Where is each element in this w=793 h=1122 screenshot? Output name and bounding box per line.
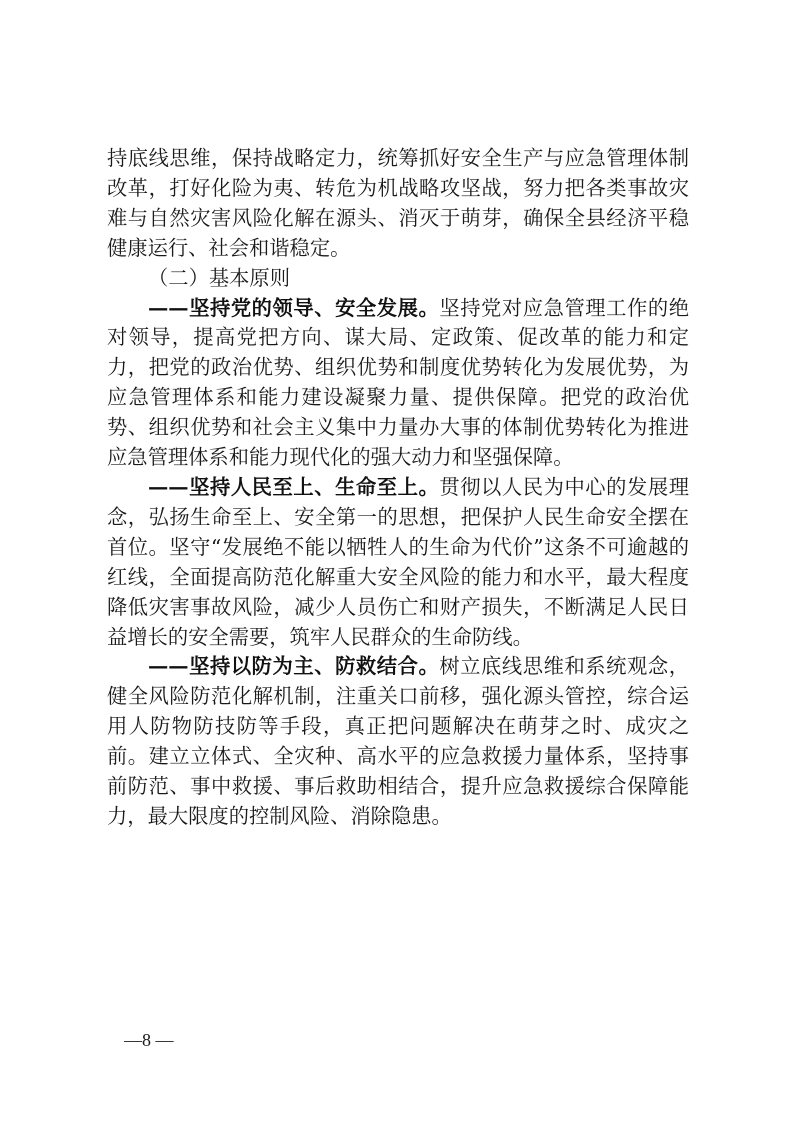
- paragraph-principle-3: [107, 652, 689, 831]
- paragraph-principle-2: [107, 473, 689, 652]
- principle-lead: ——坚持党的领导、安全发展。: [148, 295, 440, 320]
- paragraph-body: 持底线思维，保持战略定力，统筹抓好安全生产与应急管理体制改革，打好化险为夷、转危为机战略攻坚战，努力把各类事故灾难与自然灾害风险化解在源头、消灭于萌芽，确保全县经济平稳健康运行、社会和谐稳定。: [107, 146, 689, 260]
- paragraph-body: 贯彻以人民为中心的发展理念，弘扬生命至上、安全第一的思想，把保护人民生命安全摆在首位。坚守“发展绝不能以牺牲人的生命为代价”这条不可逾越的红线，全面提高防范化解重大安全风险的能力和水平，最大程度降低灾害事故风险，减少人员伤亡和财产损失，不断满足人民日益增长的安全需要，筑牢人民群众的生命防线。: [107, 474, 689, 649]
- principle-lead: ——坚持人民至上、生命至上。: [148, 474, 440, 499]
- section-heading: [107, 264, 689, 294]
- paragraph-body: 树立底线思维和系统观念，健全风险防范化解机制，注重关口前移，强化源头管控，综合运用人防物防技防等手段，真正把问题解决在萌芽之时、成灾之前。建立立体式、全灾种、高水平的应急救援力量体系，坚持事前防范、事中救援、事后救助相结合，提升应急救援综合保障能力，最大限度的控制风险、消除隐患。: [107, 654, 689, 828]
- paragraph-body: 坚持党对应急管理工作的绝对领导，提高党把方向、谋大局、定政策、促改革的能力和定力，把党的政治优势、组织优势和制度优势转化为发展优势，为应急管理体系和能力建设凝聚力量、提供保障。把党的政治优势、组织优势和社会主义集中力量办大事的体制优势转化为推进应急管理体系和能力现代化的强大动力和坚强保障。: [107, 295, 689, 470]
- body-text: [107, 144, 689, 832]
- paragraph-continuation: [107, 144, 689, 264]
- heading-text: （二）基本原则: [148, 265, 290, 290]
- page-number: —8 —: [124, 1030, 174, 1050]
- paragraph-principle-1: [107, 294, 689, 473]
- principle-lead: ——坚持以防为主、防救结合。: [148, 654, 440, 679]
